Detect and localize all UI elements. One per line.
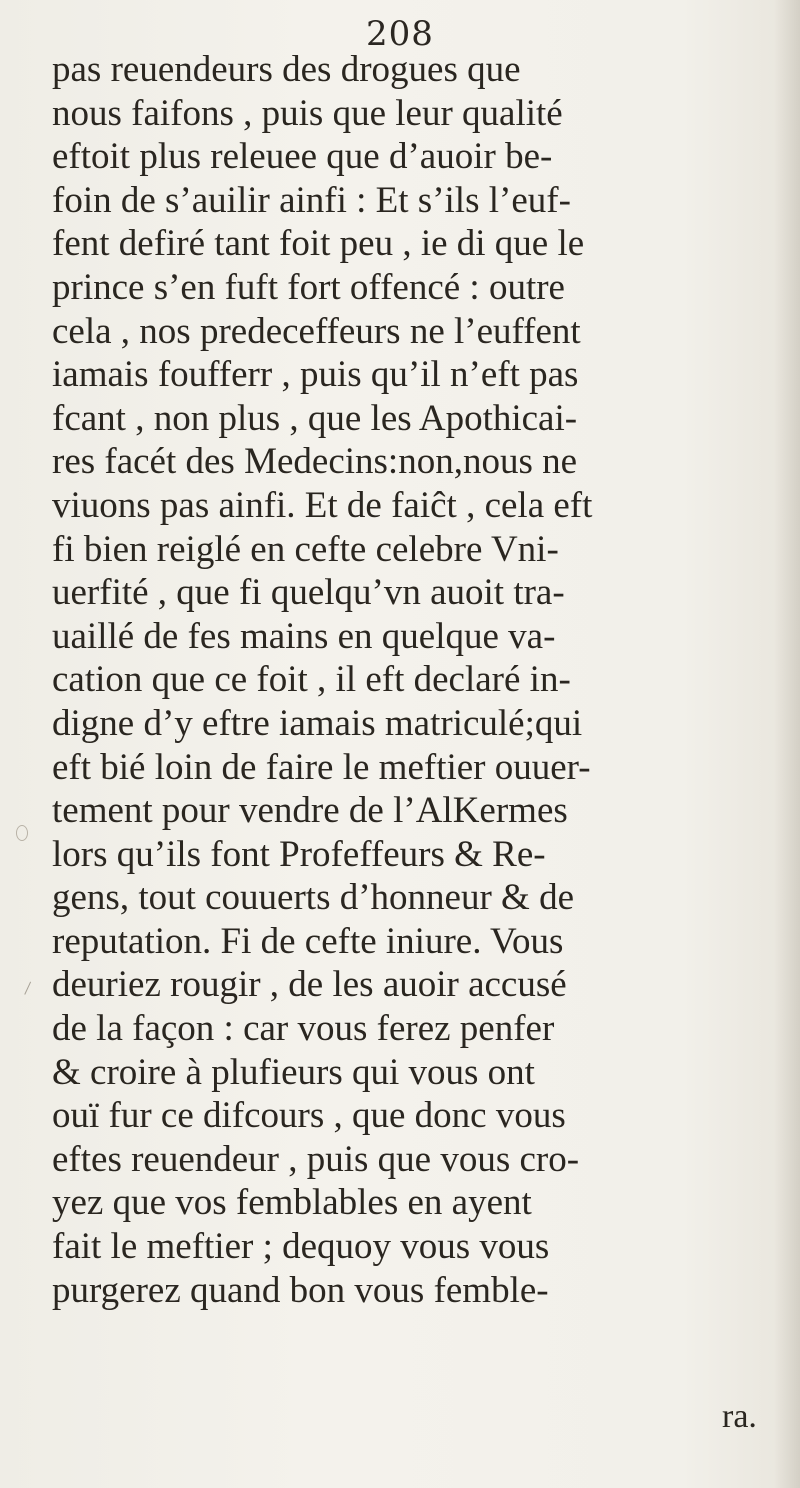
text-line: foin de s’auilir ainfi : Et s’ils l’euf- bbox=[52, 179, 571, 221]
text-line: ouï fur ce difcours , que donc vous bbox=[52, 1095, 566, 1137]
text-line: res facét des Medecins:non,nous ne bbox=[52, 441, 578, 483]
text-line: deuriez rougir , de les auoir accusé bbox=[52, 964, 567, 1006]
text-line: pas reuendeurs des drogues que bbox=[52, 49, 521, 90]
margin-ink-mark bbox=[16, 825, 28, 841]
text-line: uerfité , que fi quelqu’vn auoit tra- bbox=[52, 572, 565, 614]
text-line: uaillé de fes mains en quelque va- bbox=[52, 615, 556, 657]
catchword: ra. bbox=[722, 1398, 757, 1435]
text-line: nous faifons , puis que leur qualité bbox=[52, 92, 563, 134]
text-line: tement pour vendre de l’AlKermes bbox=[52, 790, 568, 832]
text-line: digne d’y eftre iamais matriculé;qui bbox=[52, 702, 583, 744]
text-line: lors qu’ils font Profeffeurs & Re- bbox=[52, 833, 546, 875]
page-number: 208 bbox=[366, 14, 434, 54]
text-line: fcant , non plus , que les Apothicai- bbox=[52, 397, 578, 439]
text-line: cation que ce foit , il eft declaré in- bbox=[52, 659, 571, 701]
text-line: purgerez quand bon vous femble- bbox=[52, 1269, 549, 1311]
margin-ink-tick bbox=[24, 982, 34, 997]
text-line: viuons pas ainfi. Et de faiĉt , cela eft bbox=[52, 484, 593, 526]
text-line: reputation. Fi de cefte iniure. Vous bbox=[52, 920, 564, 962]
text-line: fi bien reiglé en cefte celebre Vni- bbox=[52, 528, 559, 570]
text-line: eftoit plus releuee que d’auoir be- bbox=[52, 136, 553, 178]
text-line: fait le meftier ; dequoy vous vous bbox=[52, 1226, 550, 1268]
text-line: cela , nos predeceffeurs ne l’euffent bbox=[52, 310, 581, 352]
text-line: iamais foufferr , puis qu’il n’eft pas bbox=[52, 354, 579, 396]
body-text bbox=[52, 48, 792, 1312]
text-line: gens, tout couuerts d’honneur & de bbox=[52, 877, 574, 919]
text-line: yez que vos femblables en ayent bbox=[52, 1182, 532, 1224]
text-line: eft bié loin de faire le meftier ouuer- bbox=[52, 746, 591, 788]
text-line: de la façon : car vous ferez penfer bbox=[52, 1008, 555, 1050]
text-line: & croire à plufieurs qui vous ont bbox=[52, 1051, 535, 1093]
text-line: prince s’en fuft fort offencé : outre bbox=[52, 266, 565, 308]
text-line: eftes reuendeur , puis que vous cro- bbox=[52, 1138, 580, 1180]
text-line: fent defiré tant foit peu , ie di que le bbox=[52, 223, 585, 265]
